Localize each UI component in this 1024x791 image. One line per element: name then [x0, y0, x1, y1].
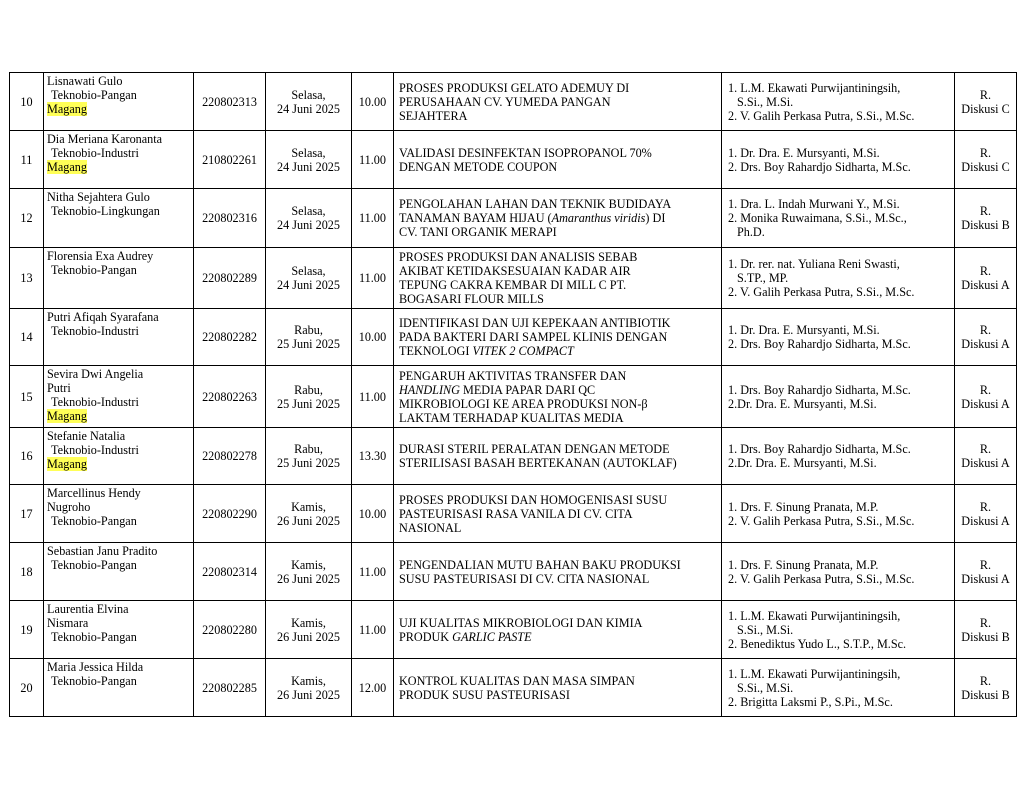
student-cell [44, 601, 194, 659]
room [955, 543, 1017, 601]
row-number: 20 [10, 659, 44, 717]
room [955, 601, 1017, 659]
exam-day: Selasa, [291, 145, 326, 160]
title-line: PRODUK SUSU PASTEURISASI [399, 687, 570, 702]
title-line: TANAMAN BAYAM HIJAU (Amaranthus viridis) DI [399, 211, 666, 225]
internship-badge: Magang [47, 457, 87, 471]
examiner-line: 2. Monika Ruwaimana, S.Si., M.Sc., [728, 211, 907, 225]
room [955, 248, 1017, 309]
examiner-line: 2. Drs. Boy Rahardjo Sidharta, M.Sc. [728, 337, 911, 351]
study-program: Teknobio-Pangan [51, 630, 137, 644]
student-id: 220802316 [194, 189, 266, 248]
title-line: NASIONAL [399, 520, 462, 535]
room [955, 366, 1017, 428]
room-name: Diskusi B [961, 218, 1010, 232]
exam-date [266, 73, 352, 131]
title-line: SEJAHTERA [399, 108, 468, 123]
title-line: STERILISASI BASAH BERTEKANAN (AUTOKLAF) [399, 456, 677, 470]
room-prefix: R. [979, 87, 992, 102]
exam-time: 11.00 [352, 543, 394, 601]
student-id: 220802263 [194, 366, 266, 428]
student-id: 220802313 [194, 73, 266, 131]
student-cell [44, 485, 194, 543]
room-name: Diskusi B [961, 629, 1010, 644]
exam-day: Rabu, [294, 442, 323, 456]
exam-date-text: 26 Juni 2025 [277, 629, 340, 644]
student-name: Sebastian Janu Pradito [47, 544, 158, 558]
exam-date-text: 24 Juni 2025 [277, 218, 340, 232]
exam-time: 13.30 [352, 428, 394, 485]
room-name: Diskusi C [961, 159, 1010, 174]
examiners [722, 485, 955, 543]
title-line: IDENTIFIKASI DAN UJI KEPEKAAN ANTIBIOTIK [399, 316, 671, 330]
row-number: 12 [10, 189, 44, 248]
exam-date [266, 309, 352, 366]
room [955, 659, 1017, 717]
exam-date [266, 428, 352, 485]
examiners [722, 428, 955, 485]
title-line: MIKROBIOLOGI KE AREA PRODUKSI NON-β [399, 396, 648, 411]
table-row [10, 543, 1017, 601]
examiner-line: 1. Dr. rer. nat. Yuliana Reni Swasti, [728, 257, 900, 271]
title-line: PRODUK GARLIC PASTE [399, 629, 532, 644]
exam-date [266, 189, 352, 248]
student-name: Florensia Exa Audrey [47, 249, 154, 263]
internship-badge: Magang [47, 409, 87, 423]
room [955, 485, 1017, 543]
title-line: PROSES PRODUKSI DAN HOMOGENISASI SUSU [399, 492, 668, 507]
study-program: Teknobio-Lingkungan [51, 204, 160, 218]
exam-date [266, 366, 352, 428]
exam-day: Selasa, [291, 87, 326, 102]
examiners [722, 73, 955, 131]
examiners [722, 309, 955, 366]
table-row [10, 601, 1017, 659]
student-name: Marcellinus Hendy [47, 486, 141, 500]
student-id: 220802289 [194, 248, 266, 309]
title-line: KONTROL KUALITAS DAN MASA SIMPAN [399, 673, 635, 688]
title-line: UJI KUALITAS MIKROBIOLOGI DAN KIMIA [399, 615, 643, 630]
exam-date [266, 659, 352, 717]
exam-date-text: 24 Juni 2025 [277, 278, 340, 292]
row-number: 18 [10, 543, 44, 601]
examiner-line: Ph.D. [737, 225, 765, 239]
report-title [394, 248, 722, 309]
report-title [394, 601, 722, 659]
student-id: 210802261 [194, 131, 266, 189]
examiner-line: 2.Dr. Dra. E. Mursyanti, M.Si. [728, 456, 877, 470]
report-title [394, 366, 722, 428]
room-name: Diskusi A [961, 337, 1010, 351]
study-program: Teknobio-Industri [51, 443, 139, 457]
title-line: PROSES PRODUKSI DAN ANALISIS SEBAB [399, 250, 638, 264]
title-line: DENGAN METODE COUPON [399, 159, 558, 174]
examiner-line: 1. Dr. Dra. E. Mursyanti, M.Si. [728, 323, 880, 337]
examiners [722, 543, 955, 601]
title-line: TEKNOLOGI VITEK 2 COMPACT [399, 344, 574, 358]
exam-date-text: 24 Juni 2025 [277, 159, 340, 174]
examiners [722, 659, 955, 717]
student-id: 220802278 [194, 428, 266, 485]
row-number: 19 [10, 601, 44, 659]
exam-time: 11.00 [352, 601, 394, 659]
exam-day: Rabu, [294, 323, 323, 337]
student-id: 220802314 [194, 543, 266, 601]
room [955, 131, 1017, 189]
exam-day: Kamis, [291, 557, 326, 572]
student-cell [44, 131, 194, 189]
exam-date-text: 26 Juni 2025 [277, 513, 340, 528]
examiner-line: 1. L.M. Ekawati Purwijantiningsih, [728, 666, 901, 681]
table-row [10, 485, 1017, 543]
student-cell [44, 659, 194, 717]
table-row [10, 428, 1017, 485]
examiner-line: S.Si., M.Si. [737, 680, 794, 695]
student-name: Stefanie Natalia [47, 429, 126, 443]
exam-date-text: 25 Juni 2025 [277, 396, 340, 411]
room [955, 309, 1017, 366]
exam-day: Kamis, [291, 499, 326, 514]
study-program: Teknobio-Pangan [51, 263, 137, 277]
exam-time: 11.00 [352, 189, 394, 248]
room-prefix: R. [979, 264, 992, 278]
study-program: Teknobio-Pangan [51, 88, 137, 102]
exam-date-text: 26 Juni 2025 [277, 687, 340, 702]
examiners [722, 131, 955, 189]
exam-date-text: 25 Juni 2025 [277, 456, 340, 470]
student-name: Sevira Dwi Angelia [47, 367, 144, 381]
exam-date-text: 26 Juni 2025 [277, 571, 340, 586]
exam-day: Selasa, [291, 264, 326, 278]
title-line: PROSES PRODUKSI GELATO ADEMUY DI [399, 80, 630, 95]
study-program: Teknobio-Industri [51, 324, 139, 338]
room-prefix: R. [979, 557, 992, 572]
exam-date [266, 543, 352, 601]
examiner-line: 1. Drs. Boy Rahardjo Sidharta, M.Sc. [728, 382, 911, 397]
room-name: Diskusi B [961, 687, 1010, 702]
student-name: Dia Meriana Karonanta [47, 132, 163, 146]
student-cell [44, 428, 194, 485]
schedule-table [9, 72, 1017, 717]
report-title [394, 428, 722, 485]
examiner-line: 2. Brigitta Laksmi P., S.Pi., M.Sc. [728, 694, 893, 709]
exam-day: Kamis, [291, 615, 326, 630]
student-cell [44, 309, 194, 366]
title-line: PADA BAKTERI DARI SAMPEL KLINIS DENGAN [399, 330, 668, 344]
room-prefix: R. [979, 673, 992, 688]
examiner-line: 2. V. Galih Perkasa Putra, S.Si., M.Sc. [728, 571, 915, 586]
room [955, 189, 1017, 248]
student-id: 220802290 [194, 485, 266, 543]
title-line: HANDLING MEDIA PAPAR DARI QC [399, 382, 596, 397]
student-id: 220802280 [194, 601, 266, 659]
student-name: Putri Afiqah Syarafana [47, 310, 159, 324]
examiner-line: 1. Dr. Dra. E. Mursyanti, M.Si. [728, 145, 880, 160]
row-number: 13 [10, 248, 44, 309]
room-prefix: R. [979, 615, 992, 630]
examiner-line: 1. Drs. Boy Rahardjo Sidharta, M.Sc. [728, 442, 911, 456]
study-program: Teknobio-Pangan [51, 514, 137, 528]
exam-time: 10.00 [352, 485, 394, 543]
room-name: Diskusi A [961, 396, 1010, 411]
study-program: Teknobio-Industri [51, 395, 139, 409]
room [955, 73, 1017, 131]
examiner-line: 2. V. Galih Perkasa Putra, S.Si., M.Sc. [728, 513, 915, 528]
internship-badge: Magang [47, 160, 87, 174]
student-cell [44, 189, 194, 248]
title-line: BOGASARI FLOUR MILLS [399, 292, 544, 306]
title-line: TEPUNG CAKRA KEMBAR DI MILL C PT. [399, 278, 627, 292]
examiner-line: 1. Drs. F. Sinung Pranata, M.P. [728, 499, 879, 514]
title-line: AKIBAT KETIDAKSESUAIAN KADAR AIR [399, 264, 631, 278]
student-cell [44, 543, 194, 601]
room-name: Diskusi A [961, 456, 1010, 470]
student-id: 220802285 [194, 659, 266, 717]
study-program: Teknobio-Pangan [51, 558, 137, 572]
exam-date [266, 131, 352, 189]
exam-time: 11.00 [352, 366, 394, 428]
room-prefix: R. [979, 204, 992, 218]
exam-time: 12.00 [352, 659, 394, 717]
table-row [10, 659, 1017, 717]
exam-date [266, 248, 352, 309]
examiner-line: 2.Dr. Dra. E. Mursyanti, M.Si. [728, 396, 877, 411]
title-line: PENGARUH AKTIVITAS TRANSFER DAN [399, 368, 627, 383]
examiner-line: 1. Drs. F. Sinung Pranata, M.P. [728, 557, 879, 572]
student-name: Maria Jessica Hilda [47, 660, 144, 674]
examiner-line: S.Si., M.Si. [737, 622, 794, 637]
student-cell [44, 366, 194, 428]
examiner-line: 2. Benediktus Yudo L., S.T.P., M.Sc. [728, 636, 907, 651]
study-program: Teknobio-Industri [51, 146, 139, 160]
exam-date-text: 25 Juni 2025 [277, 337, 340, 351]
title-line: PERUSAHAAN CV. YUMEDA PANGAN [399, 94, 611, 109]
room-prefix: R. [979, 442, 992, 456]
room-name: Diskusi A [961, 571, 1010, 586]
examiner-line: 2. V. Galih Perkasa Putra, S.Si., M.Sc. [728, 285, 915, 299]
exam-date [266, 601, 352, 659]
examiner-line: 1. Dra. L. Indah Murwani Y., M.Si. [728, 197, 900, 211]
row-number: 14 [10, 309, 44, 366]
exam-day: Kamis, [291, 673, 326, 688]
examiner-line: S.Si., M.Si. [737, 94, 794, 109]
table-row [10, 73, 1017, 131]
student-id: 220802282 [194, 309, 266, 366]
student-name: Nugroho [47, 500, 91, 514]
examiners [722, 248, 955, 309]
examiners [722, 366, 955, 428]
room-prefix: R. [979, 499, 992, 514]
examiners [722, 189, 955, 248]
report-title [394, 543, 722, 601]
exam-time: 11.00 [352, 248, 394, 309]
table-row [10, 366, 1017, 428]
room-name: Diskusi A [961, 278, 1010, 292]
examiner-line: S.TP., MP. [737, 271, 789, 285]
report-title [394, 659, 722, 717]
report-title [394, 131, 722, 189]
table-row [10, 189, 1017, 248]
examiners [722, 601, 955, 659]
report-title [394, 73, 722, 131]
report-title [394, 485, 722, 543]
exam-time: 10.00 [352, 73, 394, 131]
table-row [10, 248, 1017, 309]
row-number: 10 [10, 73, 44, 131]
internship-badge: Magang [47, 102, 87, 116]
room-name: Diskusi A [961, 513, 1010, 528]
title-line: LAKTAM TERHADAP KUALITAS MEDIA [399, 410, 624, 425]
student-name: Nitha Sejahtera Gulo [47, 190, 150, 204]
table-row [10, 131, 1017, 189]
exam-time: 10.00 [352, 309, 394, 366]
exam-date [266, 485, 352, 543]
exam-date-text: 24 Juni 2025 [277, 101, 340, 116]
room-prefix: R. [979, 145, 992, 160]
exam-day: Rabu, [294, 382, 323, 397]
report-title [394, 189, 722, 248]
student-name: Nismara [47, 616, 89, 630]
title-line: PENGENDALIAN MUTU BAHAN BAKU PRODUKSI [399, 557, 681, 572]
examiner-line: 1. L.M. Ekawati Purwijantiningsih, [728, 608, 901, 623]
room-prefix: R. [979, 382, 992, 397]
student-name: Lisnawati Gulo [47, 74, 123, 88]
examiner-line: 2. V. Galih Perkasa Putra, S.Si., M.Sc. [728, 108, 915, 123]
exam-day: Selasa, [291, 204, 326, 218]
title-line: SUSU PASTEURISASI DI CV. CITA NASIONAL [399, 571, 650, 586]
student-name: Laurentia Elvina [47, 602, 129, 616]
room [955, 428, 1017, 485]
table-row [10, 309, 1017, 366]
room-prefix: R. [979, 323, 992, 337]
title-line: DURASI STERIL PERALATAN DENGAN METODE [399, 442, 670, 456]
examiner-line: 1. L.M. Ekawati Purwijantiningsih, [728, 80, 901, 95]
title-line: VALIDASI DESINFEKTAN ISOPROPANOL 70% [399, 145, 652, 160]
row-number: 17 [10, 485, 44, 543]
row-number: 16 [10, 428, 44, 485]
row-number: 15 [10, 366, 44, 428]
student-name: Putri [47, 381, 71, 395]
title-line: PENGOLAHAN LAHAN DAN TEKNIK BUDIDAYA [399, 197, 672, 211]
exam-time: 11.00 [352, 131, 394, 189]
title-line: CV. TANI ORGANIK MERAPI [399, 225, 557, 239]
title-line: PASTEURISASI RASA VANILA DI CV. CITA [399, 506, 633, 521]
row-number: 11 [10, 131, 44, 189]
study-program: Teknobio-Pangan [51, 674, 137, 688]
report-title [394, 309, 722, 366]
examiner-line: 2. Drs. Boy Rahardjo Sidharta, M.Sc. [728, 159, 911, 174]
student-cell [44, 73, 194, 131]
room-name: Diskusi C [961, 101, 1010, 116]
student-cell [44, 248, 194, 309]
